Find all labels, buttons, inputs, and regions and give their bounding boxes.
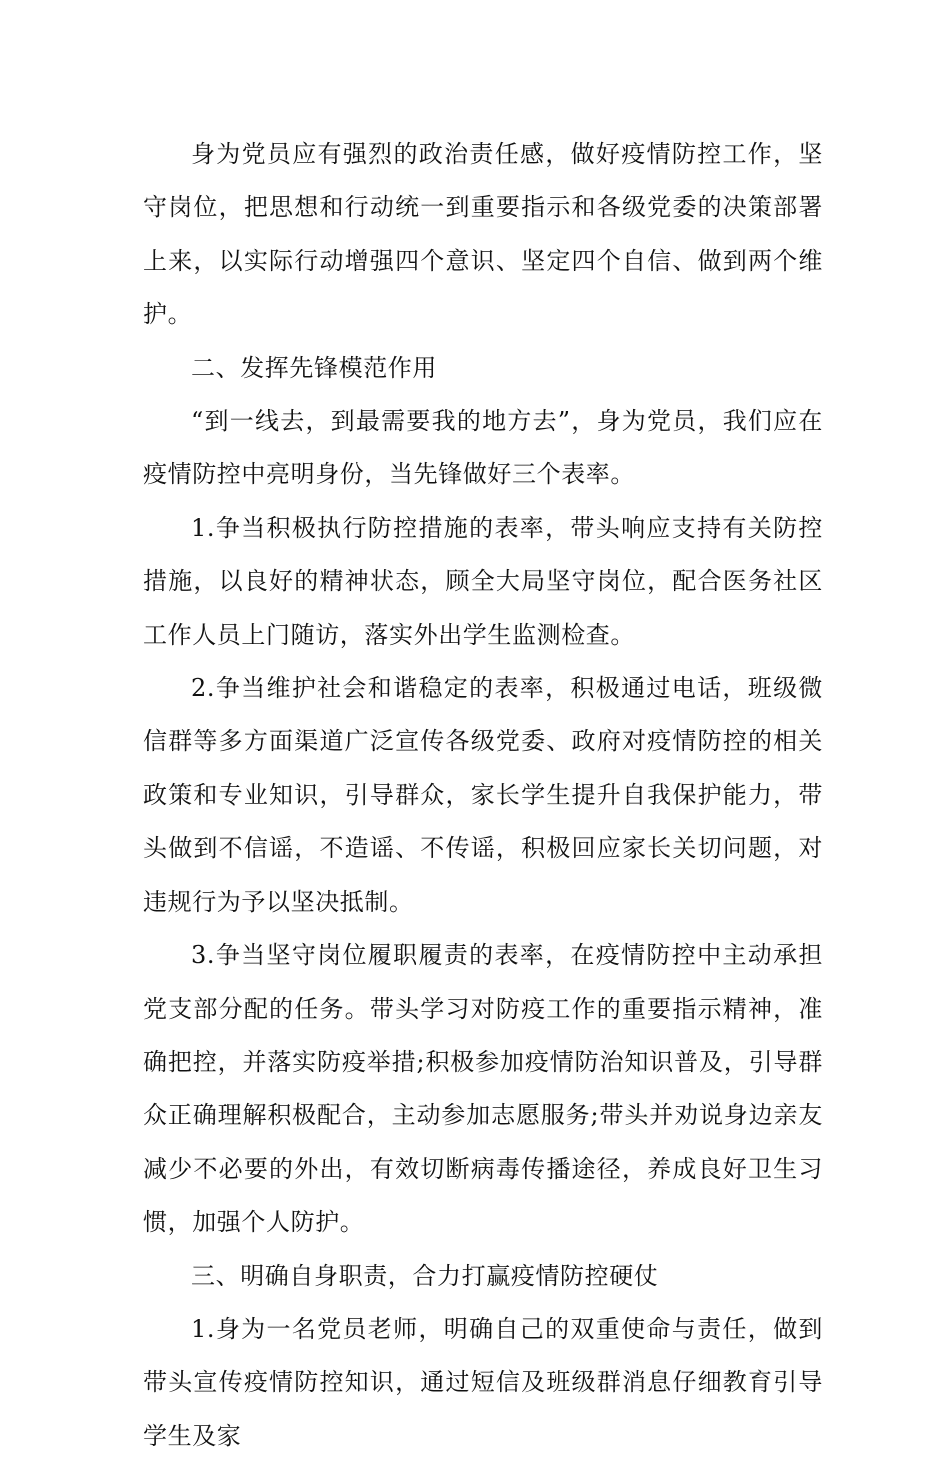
paragraph-item-3-post-duties: 3.争当坚守岗位履职履责的表率，在疫情防控中主动承担党支部分配的任务。带头学习对防疫工作的重要指示精神，准确把控，并落实防疫举措;积极参加疫情防治知识普及，引导群众正确理解积极配合，主动参加志愿服务;带头并劝说身边亲友减少不必要的外出，有效切断病毒传播途径，养成良好卫生习惯，加强个人防护。 bbox=[143, 941, 823, 1237]
section-heading-vanguard-role: 二、发挥先锋模范作用 bbox=[191, 353, 437, 382]
paragraph-item-1-prevention-measures: 1.争当积极执行防控措施的表率，带头响应支持有关防控措施，以良好的精神状态，顾全大局坚守岗位，配合医务社区工作人员上门随访，落实外出学生监测检查。 bbox=[143, 513, 823, 649]
document-body bbox=[143, 128, 823, 1463]
section-heading-clarify-duties: 三、明确自身职责，合力打赢疫情防控硬仗 bbox=[191, 1261, 659, 1290]
paragraph-frontline-quote: “到一线去，到最需要我的地方去”，身为党员，我们应在疫情防控中亮明身份，当先锋做好三个表率。 bbox=[143, 407, 823, 489]
paragraph-item-2-social-stability: 2.争当维护社会和谐稳定的表率，积极通过电话，班级微信群等多方面渠道广泛宣传各级党委、政府对疫情防控的相关政策和专业知识，引导群众，家长学生提升自我保护能力，带头做到不信谣，不造谣、不传谣，积极回应家长关切问题，对违规行为予以坚决抵制。 bbox=[143, 674, 823, 916]
paragraph-party-responsibility: 身为党员应有强烈的政治责任感，做好疫情防控工作，坚守岗位，把思想和行动统一到重要指示和各级党委的决策部署上来，以实际行动增强四个意识、坚定四个自信、做到两个维护。 bbox=[143, 140, 823, 329]
paragraph-item-1-party-teacher: 1.身为一名党员老师，明确自己的双重使命与责任，做到带头宣传疫情防控知识，通过短信及班级群消息仔细教育引导学生及家 bbox=[143, 1314, 823, 1450]
